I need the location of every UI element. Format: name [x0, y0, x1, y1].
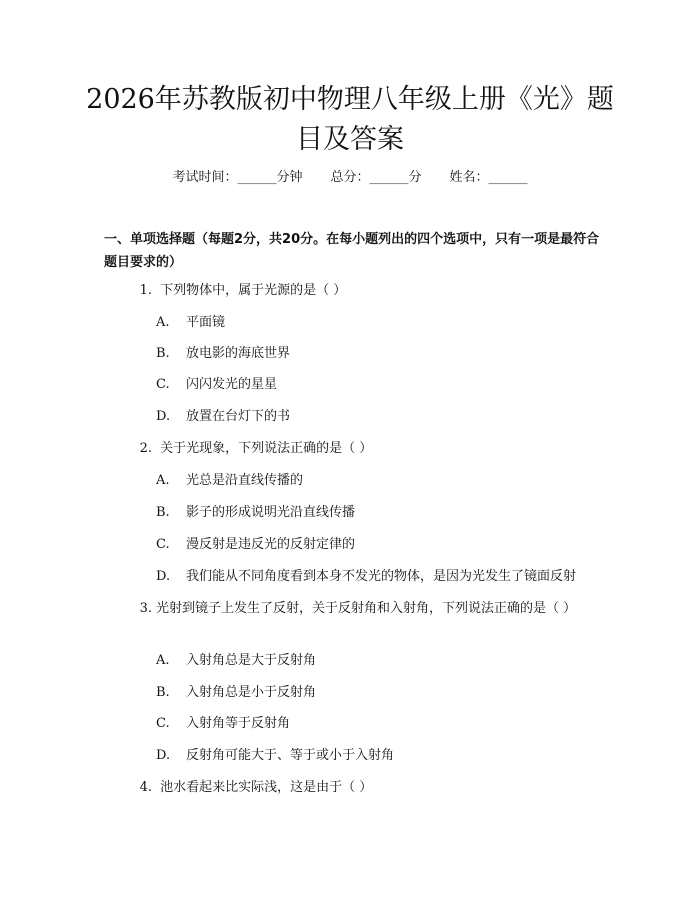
exam-info-line [0, 168, 700, 188]
question-1-option-b [156, 344, 616, 364]
option-label: A. [156, 653, 170, 668]
option-label: B. [156, 505, 170, 520]
section-heading: 一、单项选择题（每题2分，共20分。在每小题列出的四个选项中，只有一项是最符合题目要求的） [104, 232, 600, 270]
option-text: 反射角可能大于、等于或小于入射角 [186, 748, 395, 763]
option-label: A. [156, 315, 170, 330]
option-text: 入射角等于反射角 [186, 716, 291, 731]
question-number: 2. [139, 441, 152, 456]
title-line-1: 2026年苏教版初中物理八年级上册《光》题 [86, 84, 614, 115]
question-1-option-c [156, 375, 616, 395]
option-text: 平面镜 [186, 315, 226, 330]
student-name-field: 姓名：______ [449, 170, 528, 185]
question-number: 1. [139, 283, 152, 298]
question-3-option-c [156, 714, 616, 734]
option-text: 闪闪发光的星星 [186, 377, 278, 392]
question-1-option-d [156, 407, 616, 427]
question-3-option-a [156, 651, 616, 671]
option-label: A. [156, 473, 170, 488]
question-2-option-a [156, 471, 616, 491]
question-number: 3. [139, 601, 152, 616]
option-text: 放电影的海底世界 [186, 346, 291, 361]
option-label: C. [156, 716, 170, 731]
option-text: 入射角总是小于反射角 [186, 685, 317, 700]
question-text: 关于光现象，下列说法正确的是（ ） [160, 441, 373, 456]
option-text: 入射角总是大于反射角 [186, 653, 317, 668]
option-label: D. [156, 748, 171, 763]
question-number: 4. [139, 780, 152, 795]
option-label: B. [156, 685, 170, 700]
title-line-2: 目及答案 [296, 124, 404, 155]
total-score-field: 总分：______分 [330, 170, 422, 185]
question-3-option-d [156, 746, 616, 766]
question-2-option-c [156, 535, 616, 555]
option-label: B. [156, 346, 170, 361]
option-text: 我们能从不同角度看到本身不发光的物体，是因为光发生了镜面反射 [186, 569, 577, 584]
question-4 [104, 777, 604, 799]
option-text: 光总是沿直线传播的 [186, 473, 304, 488]
question-2 [104, 438, 604, 460]
option-text: 放置在台灯下的书 [186, 409, 291, 424]
option-label: D. [156, 409, 171, 424]
question-text: 池水看起来比实际浅，这是由于（ ） [160, 780, 373, 795]
document-title [60, 80, 640, 160]
question-2-option-b [156, 503, 616, 523]
option-text: 漫反射是违反光的反射定律的 [186, 537, 356, 552]
question-1-option-a [156, 313, 616, 333]
question-text: 下列物体中，属于光源的是（ ） [160, 283, 347, 298]
exam-time-field: 考试时间：______分钟 [172, 170, 303, 185]
option-label: C. [156, 377, 170, 392]
question-2-option-d [156, 567, 616, 587]
option-label: D. [156, 569, 171, 584]
option-text: 影子的形成说明光沿直线传播 [186, 505, 356, 520]
question-3-option-b [156, 683, 616, 703]
question-text: 光射到镜子上发生了反射，关于反射角和入射角，下列说法正确的是（ ） [156, 601, 577, 616]
option-label: C. [156, 537, 170, 552]
question-3 [104, 598, 604, 620]
question-1 [104, 280, 604, 302]
